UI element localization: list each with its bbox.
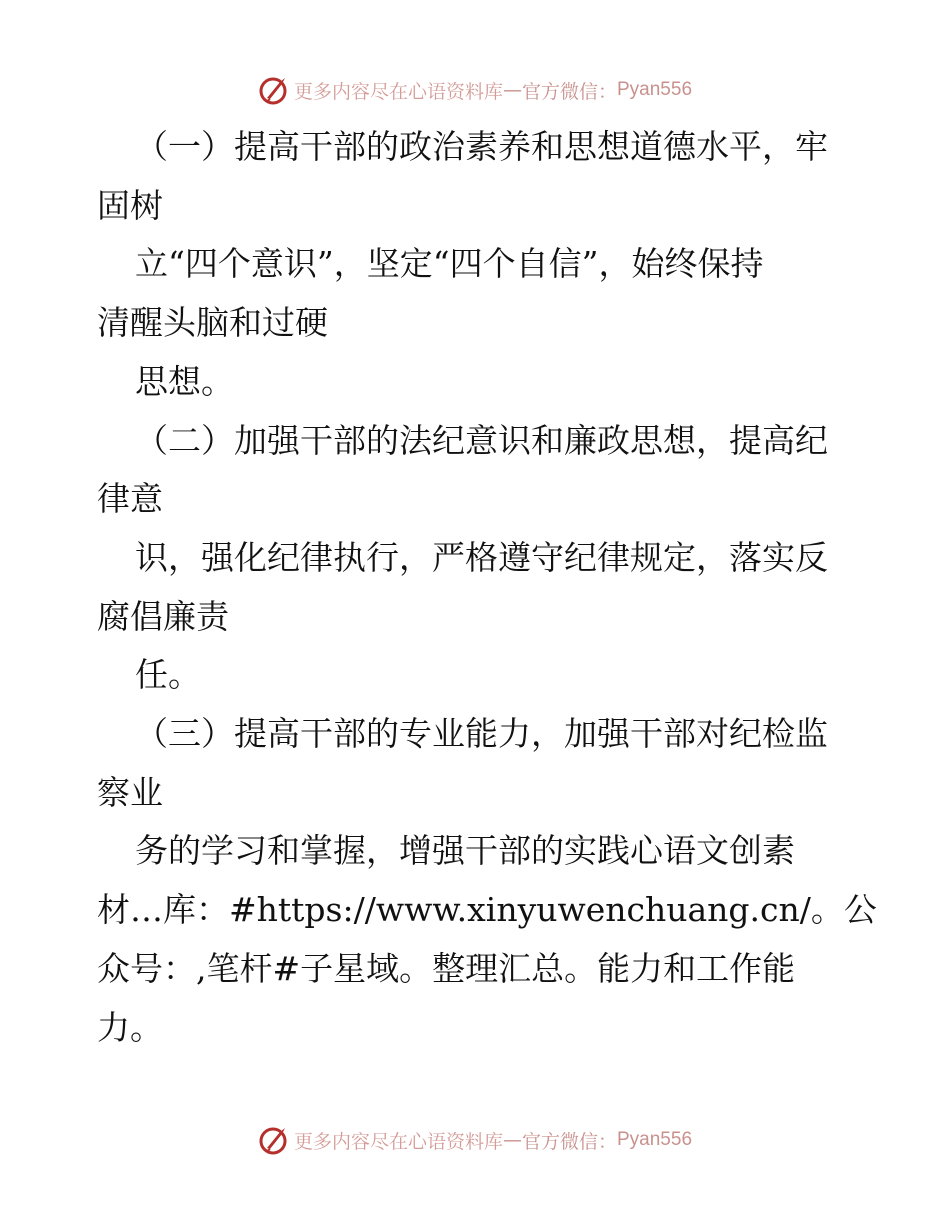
text-line: （三）提高干部的专业能力，加强干部对纪检监 (135, 714, 828, 754)
banner-account: Pyan556 (617, 1129, 693, 1150)
text-line: 务的学习和掌握，增强干部的实践心语文创素 (135, 831, 795, 871)
text-line: 清醒头脑和过硬 (97, 303, 328, 343)
quill-pen-logo-icon (258, 74, 290, 106)
text-line: 腐倡廉责 (97, 596, 229, 636)
text-line: 察业 (97, 772, 163, 812)
text-line: 立“四个意识”，坚定“四个自信”，始终保持 (135, 244, 764, 284)
text-line: 众号：,笔杆#子星域。整理汇总。能力和工作能 (97, 948, 796, 988)
banner-account: Pyan556 (617, 79, 693, 100)
banner-separator: — (502, 79, 522, 101)
banner-wechat-label: 官方微信： (521, 1130, 617, 1153)
text-line: （一）提高干部的政治素养和思想道德水平，牢 (135, 127, 828, 166)
text-line: （二）加强干部的法纪意识和廉政思想，提高纪 (135, 420, 828, 460)
footer-banner (0, 1120, 950, 1160)
text-line: 思想。 (135, 361, 234, 401)
quill-pen-logo-icon (258, 1124, 290, 1156)
text-line: 识，强化纪律执行，严格遵守纪律规定，落实反 (135, 537, 828, 577)
banner-site-text: 更多内容尽在心语资料库 (293, 1130, 503, 1153)
text-line: 材…库：#https://www.xinyuwenchuang.cn/。公 (97, 890, 877, 930)
header-banner (0, 70, 950, 110)
banner-site-text: 更多内容尽在心语资料库 (293, 80, 503, 103)
banner-wechat-label: 官方微信： (521, 80, 617, 103)
banner-separator: — (502, 1129, 522, 1151)
text-line: 力。 (97, 1007, 163, 1047)
text-line: 律意 (97, 479, 163, 519)
text-line: 固树 (97, 185, 163, 225)
text-line: 任。 (135, 655, 201, 695)
body-text (97, 118, 877, 1057)
